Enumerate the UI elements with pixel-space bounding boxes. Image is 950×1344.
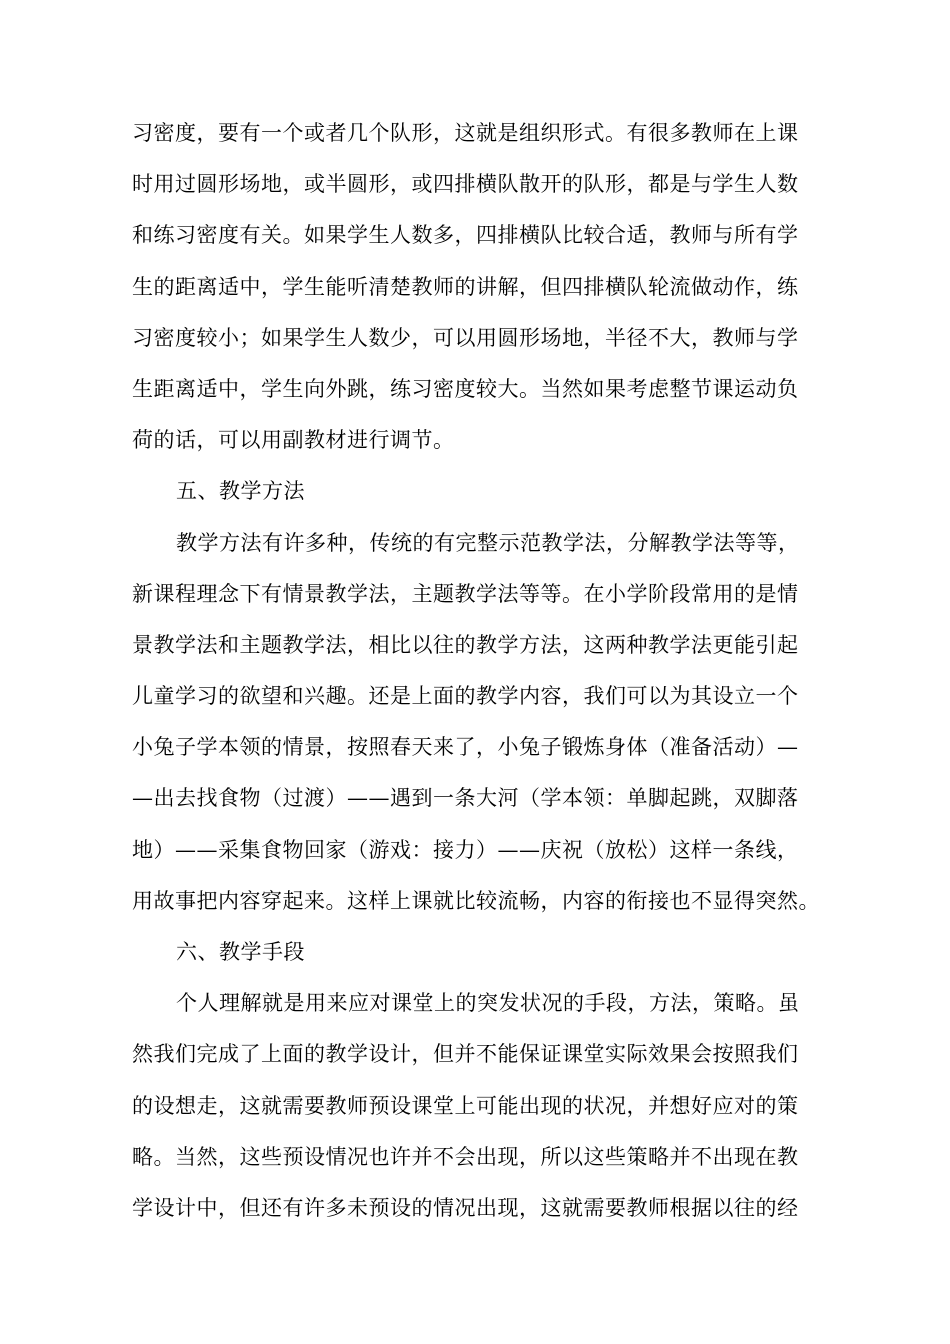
body-text: [132, 108, 832, 1234]
text-line: 习密度较小；如果学生人数少，可以用圆形场地，半径不大，教师与学: [132, 325, 799, 350]
text-line: 生的距离适中，学生能听清楚教师的讲解，但四排横队轮流做动作，练: [132, 274, 799, 299]
section-heading-teaching-methods: 五、教学方法: [176, 479, 305, 504]
section-heading-teaching-means: 六、教学手段: [176, 940, 305, 964]
text-line: 略。当然，这些预设情况也许并不会出现，所以这些策略并不出现在教: [132, 1144, 799, 1169]
text-line: 景教学法和主题教学法，相比以往的教学方法，这两种教学法更能引起: [132, 632, 799, 657]
text-line: 和练习密度有关。如果学生人数多，四排横队比较合适，教师与所有学: [132, 223, 799, 248]
text-line: 儿童学习的欲望和兴趣。还是上面的教学内容，我们可以为其设立一个: [132, 684, 799, 709]
paragraph-first-line: 教学方法有许多种，传统的有完整示范教学法，分解教学法等等，: [176, 530, 800, 555]
text-line: 时用过圆形场地，或半圆形，或四排横队散开的队形，都是与学生人数: [132, 172, 799, 197]
text-line: —出去找食物（过渡）——遇到一条大河（学本领：单脚起跳，双脚落: [132, 786, 799, 811]
text-line: 然我们完成了上面的教学设计，但并不能保证课堂实际效果会按照我们: [132, 1042, 799, 1067]
text-line: 荷的话，可以用副教材进行调节。: [132, 428, 455, 453]
text-line: 学设计中，但还有许多未预设的情况出现，这就需要教师根据以往的经: [132, 1195, 799, 1220]
text-line: 小兔子学本领的情景，按照春天来了，小兔子锻炼身体（准备活动）—: [132, 735, 799, 760]
text-line: 生距离适中，学生向外跳，练习密度较大。当然如果考虑整节课运动负: [132, 376, 799, 401]
text-line: 的设想走，这就需要教师预设课堂上可能出现的状况，并想好应对的策: [132, 1093, 799, 1118]
paragraph-first-line: 个人理解就是用来应对课堂上的突发状况的手段，方法，策略。虽: [176, 991, 800, 1016]
text-line: 习密度，要有一个或者几个队形，这就是组织形式。有很多教师在上课: [132, 121, 799, 145]
text-line: 地）——采集食物回家（游戏：接力）——庆祝（放松）这样一条线，: [132, 837, 799, 862]
text-line: 新课程理念下有情景教学法，主题教学法等等。在小学阶段常用的是情: [132, 581, 799, 606]
text-line: 用故事把内容穿起来。这样上课就比较流畅，内容的衔接也不显得突然。: [132, 888, 820, 913]
